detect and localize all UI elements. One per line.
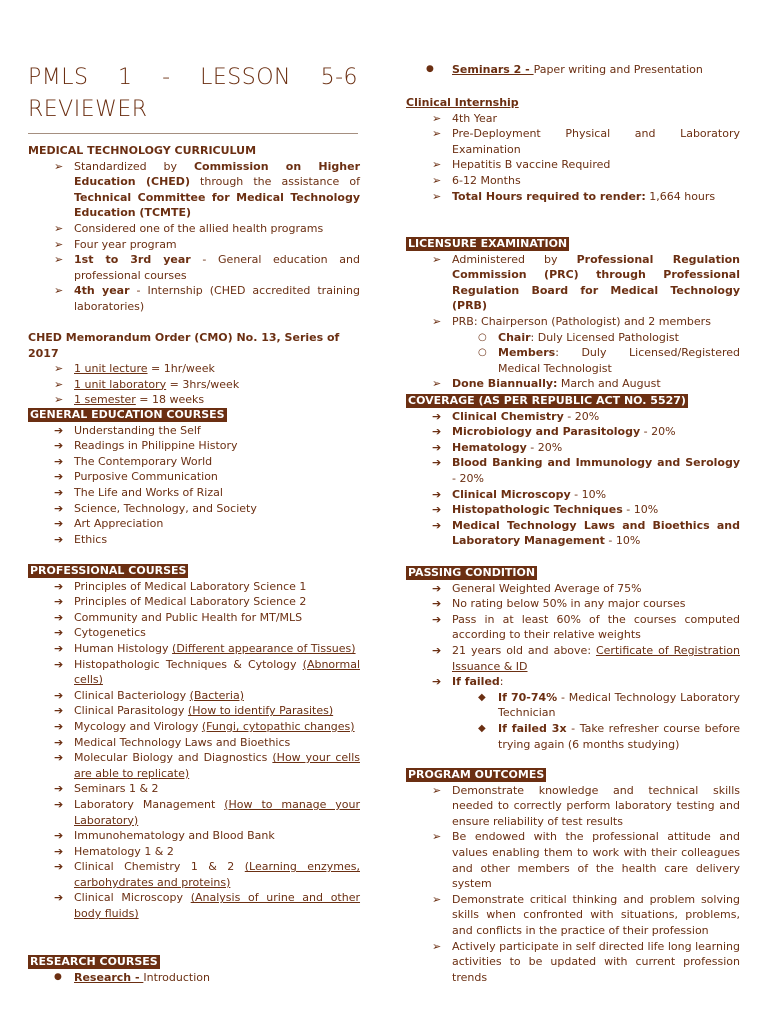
list-item: ➔ Clinical Chemistry 1 & 2 (Learning enzymes, carbohydrates and proteins) (54, 860, 360, 889)
list-item: ➔ Principles of Medical Laboratory Science 1 (54, 579, 307, 593)
bullet-icon: ● (426, 64, 434, 74)
list-item: ➔ The Contemporary World (54, 454, 213, 468)
list-item: ➔ Readings in Philippine History (54, 439, 238, 453)
arrow-marker-icon: ➢ (432, 939, 442, 953)
right-arrow-icon: ➔ (54, 797, 64, 811)
arrow-marker-icon: ➢ (432, 127, 442, 141)
arrow-marker-icon: ➢ (54, 253, 64, 267)
list-item: ➔ Cytogenetics (54, 626, 146, 640)
gen-ed-section (28, 407, 360, 547)
list-item: ➢ 4th year - Internship (CHED accredited training laboratories) (54, 284, 360, 313)
list-item: ➢ PRB: Chairperson (Pathologist) and 2 members ○ Chair: Duly Licensed Pathologist ○ Members: Duly Licensed/Registered Medical Technologist (432, 314, 740, 375)
right-arrow-icon: ➔ (54, 626, 64, 640)
list-item: ➢ Standardized by Commission on Higher Education (CHED) through the assistance of Technical Committee for Medical Technology Education (TCMTE) (54, 159, 361, 220)
list-item: ➢ 1 unit lecture = 1hr/week (54, 362, 215, 376)
arrow-marker-icon: ➢ (54, 284, 64, 298)
list-item: ➔ Pass in at least 60% of the courses computed according to their relative weights (432, 612, 740, 642)
list-item: ➔ Art Appreciation (54, 517, 164, 531)
internship-heading: Clinical Internship (406, 96, 519, 109)
right-arrow-icon: ➔ (432, 597, 442, 611)
list-item: ○ Chair: Duly Licensed Pathologist (478, 330, 679, 344)
list-item: ➔ Microbiology and Parasitology - 20% (432, 425, 676, 439)
arrow-marker-icon: ➢ (54, 393, 64, 407)
passing-section (406, 565, 740, 752)
right-arrow-icon: ➔ (54, 860, 64, 874)
right-arrow-icon: ➔ (54, 501, 64, 515)
right-arrow-icon: ➔ (54, 439, 64, 453)
list-item: ➢ Considered one of the allied health programs (54, 221, 324, 235)
list-item: ➢ Four year program (54, 237, 177, 251)
right-arrow-icon: ➔ (54, 423, 64, 437)
arrow-marker-icon: ➢ (54, 237, 64, 251)
right-arrow-icon: ➔ (432, 643, 442, 657)
coverage-heading: COVERAGE (AS PER REPUBLIC ACT NO. 5527) (408, 394, 686, 407)
list-item: ➔ Clinical Bacteriology (Bacteria) (54, 688, 244, 702)
right-arrow-icon: ➔ (54, 641, 64, 655)
list-item: ➢ Administered by Professional Regulation Commission (PRC) through Professional Regulation Board for Medical Technology (PRB) (432, 252, 740, 313)
arrow-marker-icon: ➢ (54, 221, 64, 235)
research-heading: RESEARCH COURSES (30, 955, 158, 968)
list-item: ➢ 1 unit laboratory = 3hrs/week (54, 377, 240, 391)
arrow-marker-icon: ➢ (432, 173, 442, 187)
right-arrow-icon: ➔ (54, 844, 64, 858)
right-arrow-icon: ➔ (54, 517, 64, 531)
right-arrow-icon: ➔ (54, 657, 64, 671)
arrow-marker-icon: ➢ (432, 189, 442, 203)
research-continued (426, 62, 740, 78)
list-item: ➢ 4th Year (432, 111, 498, 125)
outcomes-heading: PROGRAM OUTCOMES (408, 768, 545, 781)
list-item: ➔ Clinical Parasitology (How to identify Parasites) (54, 704, 334, 718)
list-item: ➔ Purposive Communication (54, 470, 218, 484)
list-item: ➔ General Weighted Average of 75% (432, 581, 642, 595)
passing-heading: PASSING CONDITION (408, 566, 536, 579)
list-item: ➔ Human Histology (Different appearance of Tissues) (54, 641, 356, 655)
right-arrow-icon: ➔ (432, 425, 442, 439)
right-arrow-icon: ➔ (432, 487, 442, 501)
arrow-marker-icon: ➢ (432, 783, 442, 797)
arrow-marker-icon: ➢ (432, 158, 442, 172)
list-item: ➢ Actively participate in self directed life long learning activities to be updated with current profession trends (432, 939, 740, 984)
list-item: ➔ Ethics (54, 532, 108, 546)
diamond-bullet-icon: ◆ (478, 691, 486, 703)
list-item: ➔ Hematology 1 & 2 (54, 844, 174, 858)
arrow-marker-icon: ➢ (432, 111, 442, 125)
list-item: ➔ Understanding the Self (54, 423, 201, 437)
right-arrow-icon: ➔ (54, 829, 64, 843)
list-item: ➢ Be endowed with the professional attitude and values enabling them to work with their colleagues and other members of the health care delivery system (432, 830, 740, 891)
list-item: ➔ Immunohematology and Blood Bank (54, 829, 275, 843)
list-item: ➢ Total Hours required to render: 1,664 hours (432, 189, 716, 203)
right-arrow-icon: ➔ (54, 454, 64, 468)
circle-bullet-icon: ○ (478, 331, 487, 343)
list-item: ➔ Medical Technology Laws and Bioethics and Laboratory Management - 10% (432, 518, 740, 548)
arrow-marker-icon: ➢ (54, 159, 64, 173)
curriculum-section (28, 143, 360, 315)
right-arrow-icon: ➔ (432, 612, 442, 626)
right-arrow-icon: ➔ (54, 891, 64, 905)
arrow-marker-icon: ➢ (432, 252, 442, 266)
page-title: PMLS 1 - LESSON 5-6 REVIEWER (28, 65, 358, 122)
list-item: ➔ No rating below 50% in any major courses (432, 597, 686, 611)
list-item: ◆ If 70-74% - Medical Technology Laboratory Technician (478, 690, 740, 720)
list-item: ➢ Demonstrate critical thinking and problem solving skills when confronted with situations, problems, and conflicts in the practice of their profession (432, 892, 740, 937)
list-item: ➔ If failed: ◆ If 70-74% - Medical Technology Laboratory Technician ◆ If failed 3x - Take refresher course before trying again (6 months studying) (432, 675, 740, 751)
arrow-marker-icon: ➢ (54, 377, 64, 391)
list-item: ○ Members: Duly Licensed/Registered Medical Technologist (478, 346, 740, 375)
list-item: ➔ Clinical Chemistry - 20% (432, 409, 600, 423)
right-arrow-icon: ➔ (54, 610, 64, 624)
right-arrow-icon: ➔ (432, 518, 442, 532)
list-item: ➔ The Life and Works of Rizal (54, 485, 223, 499)
list-item: ➔ Medical Technology Laws and Bioethics (54, 735, 291, 749)
right-arrow-icon: ➔ (54, 751, 64, 765)
list-item: ● Seminars 2 - Paper writing and Presentation (426, 63, 703, 76)
right-arrow-icon: ➔ (432, 440, 442, 454)
professional-heading: PROFESSIONAL COURSES (30, 564, 187, 577)
right-arrow-icon: ➔ (54, 782, 64, 796)
list-item: ➔ 21 years old and above: Certificate of Registration Issuance & ID (432, 643, 740, 673)
right-arrow-icon: ➔ (54, 595, 64, 609)
arrow-marker-icon: ➢ (432, 892, 442, 906)
list-item: ◆ If failed 3x - Take refresher course before trying again (6 months studying) (478, 721, 740, 751)
right-arrow-icon: ➔ (432, 503, 442, 517)
list-item: ● Research - Introduction (54, 970, 210, 984)
list-item: ➔ Hematology - 20% (432, 440, 563, 454)
right-arrow-icon: ➔ (54, 704, 64, 718)
list-item: ➔ Mycology and Virology (Fungi, cytopathic changes) (54, 719, 355, 733)
list-item: ➔ Clinical Microscopy (Analysis of urine and other body fluids) (54, 891, 361, 921)
list-item: ➔ Science, Technology, and Society (54, 501, 257, 515)
internship-section (406, 95, 740, 204)
licensure-heading: LICENSURE EXAMINATION (408, 237, 568, 250)
list-item: ➔ Laboratory Management (How to manage your Laboratory) (54, 797, 360, 827)
licensure-section (406, 236, 740, 392)
curriculum-heading: MEDICAL TECHNOLOGY CURRICULUM (28, 144, 257, 157)
outcomes-section (406, 767, 740, 985)
right-arrow-icon: ➔ (432, 675, 442, 689)
list-item: ➢ 1 semester = 18 weeks (54, 393, 205, 407)
arrow-marker-icon: ➢ (54, 362, 64, 376)
list-item: ➢ Done Biannually: March and August (432, 377, 661, 391)
list-item: ➔ Blood Banking and Immunology and Serology - 20% (432, 456, 740, 485)
right-arrow-icon: ➔ (432, 409, 442, 423)
diamond-bullet-icon: ◆ (478, 722, 486, 734)
right-arrow-icon: ➔ (54, 688, 64, 702)
list-item: ➢ 1st to 3rd year - General education and professional courses (54, 253, 360, 282)
list-item: ➔ Community and Public Health for MT/MLS (54, 610, 303, 624)
list-item: ➔ Histopathologic Techniques & Cytology (Abnormal cells) (54, 657, 360, 687)
research-section (28, 954, 360, 985)
list-item: ➢ 6-12 Months (432, 173, 521, 187)
arrow-marker-icon: ➢ (432, 377, 442, 391)
right-arrow-icon: ➔ (54, 470, 64, 484)
list-item: ➢ Demonstrate knowledge and technical skills needed to correctly perform laboratory testing and ensure reliability of test results (432, 783, 740, 828)
gen-ed-heading: GENERAL EDUCATION COURSES (30, 408, 225, 421)
list-item: ➢ Hepatitis B vaccine Required (432, 158, 611, 172)
list-item: ➔ Molecular Biology and Diagnostics (How your cells are able to replicate) (54, 751, 360, 780)
right-arrow-icon: ➔ (54, 532, 64, 546)
right-arrow-icon: ➔ (54, 485, 64, 499)
right-arrow-icon: ➔ (54, 735, 64, 749)
title-divider (28, 133, 358, 134)
right-arrow-icon: ➔ (432, 581, 442, 595)
list-item: ➔ Seminars 1 & 2 (54, 782, 159, 796)
cmo-heading: CHED Memorandum Order (CMO) No. 13, Series of 2017 (28, 331, 340, 360)
right-arrow-icon: ➔ (54, 579, 64, 593)
cmo-section (28, 330, 360, 408)
arrow-marker-icon: ➢ (432, 830, 442, 844)
professional-section (28, 563, 360, 922)
arrow-marker-icon: ➢ (432, 314, 442, 328)
right-arrow-icon: ➔ (432, 456, 442, 470)
circle-bullet-icon: ○ (478, 347, 487, 359)
list-item: ➔ Histopathologic Techniques - 10% (432, 503, 659, 517)
right-arrow-icon: ➔ (54, 719, 64, 733)
coverage-section (406, 393, 740, 549)
list-item: ➢ Pre-Deployment Physical and Laboratory Examination (432, 127, 740, 156)
bullet-icon: ● (54, 971, 62, 982)
list-item: ➔ Principles of Medical Laboratory Science 2 (54, 595, 307, 609)
list-item: ➔ Clinical Microscopy - 10% (432, 487, 607, 501)
